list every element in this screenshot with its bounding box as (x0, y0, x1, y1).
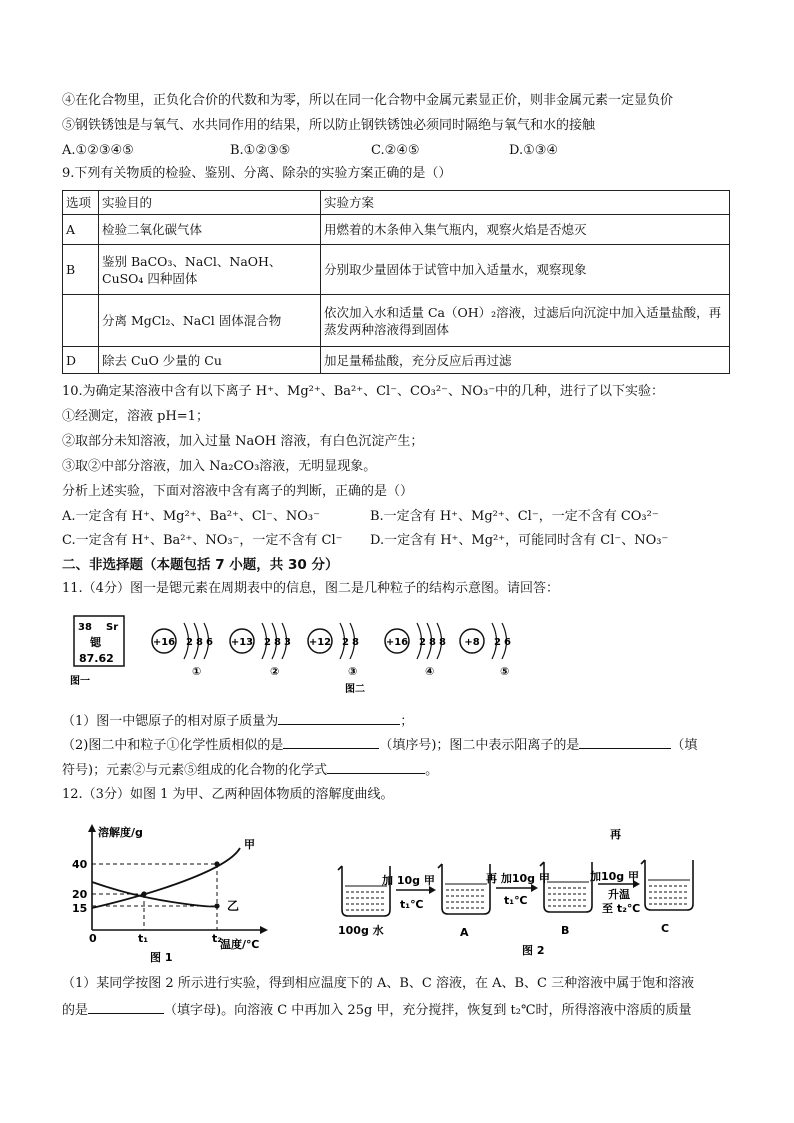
q12-stem: 12.（3分）如图 1 为甲、乙两种固体物质的溶解度曲线。 (62, 787, 394, 802)
element-name: 锶 (90, 636, 101, 649)
element-symbol: Sr (106, 622, 119, 633)
q12-part1-text: 的是 (62, 1003, 89, 1018)
header-option: 选项 (63, 191, 99, 215)
fig1-title: 图 1 (150, 951, 173, 964)
electron-count: 8 (439, 637, 446, 648)
electron-count: 2 (186, 637, 193, 648)
point-jia-t2 (214, 861, 219, 866)
q10-options-row2 (62, 533, 752, 549)
x-tick: t₂ (212, 932, 223, 945)
electron-count: 8 (274, 637, 281, 648)
q10-option-a: A.一定含有 H⁺、Mg²⁺、Ba²⁺、Cl⁻、NO₃⁻ (62, 509, 321, 524)
row-goal: 鉴别 BaCO₃、NaCl、NaOH、CuSO₄ 四种固体 (99, 245, 321, 295)
electron-count: 8 (352, 637, 359, 648)
q10-option-d: D.一定含有 H⁺、Mg²⁺，可能同时含有 Cl⁻、NO₃⁻ (370, 533, 669, 548)
q12-part1-cont (62, 1001, 692, 1019)
section-heading: 二、非选择题（本题包括 7 小题，共 30 分） (62, 557, 339, 573)
q10-question: 分析上述实验，下面对溶液中含有离子的判断，正确的是（） (62, 484, 414, 499)
electron-count: 8 (196, 637, 203, 648)
q8-statement-5: ⑤钢铁锈蚀是与氧气、水共同作用的结果，所以防止钢铁锈蚀必须同时隔绝与氧气和水的接触 (62, 118, 596, 133)
curve-jia (92, 848, 240, 908)
beaker-b (540, 862, 592, 912)
point-intersection (141, 891, 146, 896)
nucleus-charge: +8 (464, 637, 480, 648)
q11-stem: 11.（4分）图一是锶元素在周期表中的信息，图二是几种粒子的结构示意图。请回答： (62, 581, 559, 596)
q11-part3-end: 。 (425, 763, 439, 778)
step3-to: 至 t₂℃ (602, 902, 641, 915)
beaker-label: C (661, 922, 670, 935)
arrow-2-head (531, 884, 538, 892)
q11-part2-end: （填 (671, 738, 698, 753)
q11-part1-end: ； (400, 714, 414, 729)
q9-stem: 9.下列有关物质的检验、鉴别、分离、除杂的实验方案正确的是（） (62, 166, 452, 181)
nucleus-charge: +16 (152, 637, 176, 648)
table-row (63, 215, 730, 245)
q11-part2-mid: （填序号)；图二中表示阳离子的是 (379, 738, 580, 753)
beaker-c (641, 860, 693, 910)
electron-count: 2 (264, 637, 271, 648)
row-plan: 加足量稀盐酸，充分反应后再过滤 (321, 347, 730, 374)
step2-label: 再 加10g 甲 (486, 872, 550, 885)
row-plan: 依次加入水和适量 Ca（OH）₂溶液，过滤后向沉淀中加入适量盐酸，再蒸发两种溶液得到固体 (321, 295, 730, 347)
q8-options (62, 143, 752, 159)
y-tick: 40 (72, 858, 88, 871)
q11-part3-text: 符号)；元素②与元素⑤组成的化合物的化学式 (62, 763, 328, 778)
fig2-title: 图 2 (522, 944, 545, 957)
answer-blank[interactable] (88, 1001, 164, 1014)
atom-diagram (308, 623, 359, 678)
y-axis-arrow (88, 824, 96, 832)
q11-part1-text: （1）图一中锶原子的相对原子质量为 (62, 714, 279, 729)
nucleus-charge: +16 (385, 637, 409, 648)
header-plan: 实验方案 (321, 191, 730, 215)
beaker-a (438, 864, 490, 914)
electron-count: 6 (206, 637, 213, 648)
q12-part1-rest: （填字母)。向溶液 C 中再加入 25g 甲，充分搅拌，恢复到 t₂℃时，所得溶液中溶质的质量 (164, 1003, 692, 1018)
x-tick: t₁ (138, 932, 149, 945)
step1-temp: t₁℃ (400, 898, 424, 911)
y-axis-label: 溶解度/g (98, 826, 143, 839)
q12-part1: （1）某同学按图 2 所示进行实验，得到相应温度下的 A、B、C 溶液，在 A、B、C 三种溶液中属于饱和溶液 (62, 976, 695, 991)
row-goal: 检验二氧化碳气体 (99, 215, 321, 245)
electron-count: 3 (284, 637, 291, 648)
element-card (74, 616, 124, 666)
electron-count: 6 (504, 637, 511, 648)
q10-option-c: C.一定含有 H⁺、Ba²⁺、NO₃⁻，一定不含有 Cl⁻ (62, 533, 343, 548)
beaker-label: A (460, 926, 469, 939)
step1-label: 加 10g 甲 (382, 874, 435, 887)
q8-option-d: D.①③④ (509, 143, 559, 158)
table-header-row (63, 191, 730, 215)
q8-option-a: A.①②③④⑤ (62, 143, 134, 158)
q10-option-b: B.一定含有 H⁺、Mg²⁺、Cl⁻，一定不含有 CO₃²⁻ (370, 509, 659, 524)
q11-part2 (62, 736, 697, 754)
atom-label: ① (192, 665, 202, 678)
y-tick: 15 (72, 902, 88, 915)
q10-experiment-1: ①经测定，溶液 pH=1； (62, 409, 209, 424)
answer-blank[interactable] (278, 712, 400, 725)
table-row (63, 295, 730, 347)
label-yi: 乙 (227, 899, 240, 913)
step3-re: 再 (610, 828, 621, 841)
q11-part1 (62, 712, 413, 730)
q8-option-c: C.②④⑤ (371, 143, 420, 158)
element-number: 38 (78, 622, 92, 633)
row-goal: 分离 MgCl₂、NaCl 固体混合物 (99, 295, 321, 347)
label-jia: 甲 (244, 838, 255, 851)
table-row (63, 245, 730, 295)
atom-label: ⑤ (500, 665, 510, 678)
electron-count: 2 (419, 637, 426, 648)
q10-options-row1 (62, 509, 752, 525)
x-tick: 0 (89, 932, 97, 945)
answer-blank[interactable] (283, 736, 379, 749)
row-option: B (63, 245, 99, 295)
atom-diagram (152, 623, 213, 678)
electron-count: 2 (494, 637, 501, 648)
y-tick: 20 (72, 888, 88, 901)
x-axis-arrow (260, 926, 268, 934)
row-option: D (63, 347, 99, 374)
q9-table (62, 190, 730, 374)
x-axis-label: 温度/℃ (220, 938, 260, 951)
atom-diagram (385, 623, 446, 678)
q10-experiment-2: ②取部分未知溶液，加入过量 NaOH 溶液，有白色沉淀产生； (62, 434, 424, 449)
row-goal: 除去 CuO 少量的 Cu (99, 347, 321, 374)
row-plan: 分别取少量固体于试管中加入适量水，观察现象 (321, 245, 730, 295)
atom-label: ④ (425, 665, 435, 678)
q8-option-b: B.①②③⑤ (230, 143, 291, 158)
electron-count: 8 (429, 637, 436, 648)
element-mass: 87.62 (79, 652, 114, 665)
header-goal: 实验目的 (99, 191, 321, 215)
atom-diagram (230, 623, 291, 678)
q11-figures (62, 608, 562, 700)
atom-label: ③ (348, 665, 358, 678)
arrow-1-head (429, 886, 436, 894)
atom-diagrams (152, 623, 511, 678)
solubility-chart (62, 818, 282, 966)
step3-heat: 升温 (608, 888, 630, 901)
table-row (63, 347, 730, 374)
answer-blank[interactable] (327, 761, 425, 774)
atom-label: ② (270, 665, 280, 678)
row-plan: 用燃着的木条伸入集气瓶内，观察火焰是否熄灭 (321, 215, 730, 245)
atom-diagram (460, 623, 511, 678)
water-label: 100g 水 (338, 924, 384, 937)
q8-statement-4: ④在化合物里，正负化合价的代数和为零，所以在同一化合物中金属元素显正价，则非金属元素一定显负价 (62, 93, 674, 108)
point-yi-t2 (214, 903, 219, 908)
q10-stem: 10.为确定某溶液中含有以下离子 H⁺、Mg²⁺、Ba²⁺、Cl⁻、CO₃²⁻、NO₃⁻中的几种，进行了以下实验： (62, 384, 665, 399)
step2-temp: t₁℃ (504, 894, 528, 907)
beaker-label: B (561, 924, 570, 937)
q11-part3 (62, 761, 438, 779)
row-option: A (63, 215, 99, 245)
experiment-diagram (330, 826, 730, 960)
q11-part2-text: （2)图二中和粒子①化学性质相似的是 (62, 738, 284, 753)
answer-blank[interactable] (579, 736, 671, 749)
fig2-caption: 图二 (345, 684, 365, 695)
row-option (63, 295, 99, 347)
fig1-caption: 图一 (70, 676, 90, 687)
electron-count: 2 (342, 637, 349, 648)
nucleus-charge: +12 (308, 637, 332, 648)
q10-experiment-3: ③取②中部分溶液，加入 Na₂CO₃溶液，无明显现象。 (62, 459, 377, 474)
step3-add: 加10g 甲 (590, 870, 640, 883)
nucleus-charge: +13 (230, 637, 254, 648)
